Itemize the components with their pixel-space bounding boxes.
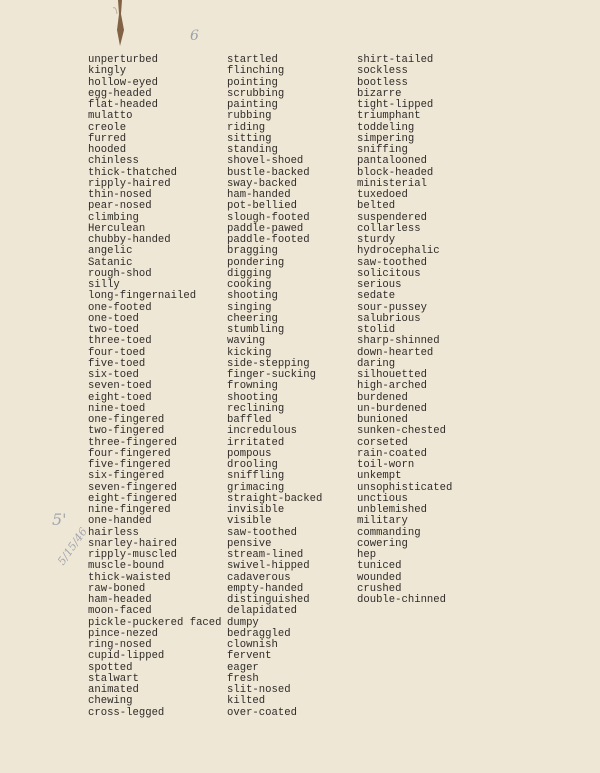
word-entry: sniffing xyxy=(357,144,408,156)
word-entry: cooking xyxy=(227,279,272,291)
word-entry: simpering xyxy=(357,132,415,145)
word-entry: one-toed xyxy=(88,312,139,325)
word-entry: pear-nosed xyxy=(88,200,152,213)
word-entry: wounded xyxy=(357,571,402,584)
word-entry: straight-backed xyxy=(227,492,323,505)
word-entry: stalwart xyxy=(88,672,139,685)
word-entry: kingly xyxy=(88,65,127,78)
word-entry: nine-fingered xyxy=(88,504,171,516)
word-entry: slough-footed xyxy=(227,211,310,224)
word-entry: ripply-haired xyxy=(88,177,171,190)
word-entry: tight-lipped xyxy=(357,99,434,111)
word-entry: eight-toed xyxy=(88,391,152,404)
word-entry: double-chinned xyxy=(357,594,447,606)
word-entry: cadaverous xyxy=(227,571,291,584)
word-entry: cowering xyxy=(357,537,408,550)
word-entry: Satanic xyxy=(88,256,133,269)
word-entry: crushed xyxy=(357,582,402,595)
word-entry: four-fingered xyxy=(88,447,171,460)
word-entry: side-stepping xyxy=(227,357,310,370)
word-entry: block-headed xyxy=(357,166,434,179)
word-entry: burdened xyxy=(357,391,408,404)
word-entry: startled xyxy=(227,54,278,66)
word-entry: standing xyxy=(227,144,278,156)
word-entry: six-fingered xyxy=(88,470,165,483)
word-entry: pickle-puckered faced xyxy=(88,616,222,629)
word-entry: digging xyxy=(227,267,272,280)
word-entry: baffled xyxy=(227,414,272,426)
word-entry: scrubbing xyxy=(227,87,285,100)
word-entry: silhouetted xyxy=(357,369,427,381)
word-entry: sitting xyxy=(227,132,272,145)
word-entry: two-toed xyxy=(88,324,139,336)
word-entry: chinless xyxy=(88,155,139,168)
word-column-1 xyxy=(88,55,222,719)
word-entry: bizarre xyxy=(357,87,402,100)
word-entry: slit-nosed xyxy=(227,684,291,696)
word-entry: sharp-shinned xyxy=(357,335,440,348)
word-entry: pensive xyxy=(227,537,272,550)
word-entry: unblemished xyxy=(357,504,427,516)
word-entry: fervent xyxy=(227,650,272,663)
word-entry: bunioned xyxy=(357,414,408,426)
word-entry: flat-headed xyxy=(88,99,158,111)
word-entry: bustle-backed xyxy=(227,166,310,179)
word-entry: waving xyxy=(227,335,266,348)
word-entry: six-toed xyxy=(88,369,139,381)
word-entry: un-burdened xyxy=(357,402,427,415)
word-entry: ring-nosed xyxy=(88,639,152,651)
word-entry: thin-nosed xyxy=(88,189,152,201)
word-entry: silly xyxy=(88,279,120,291)
word-entry: bedraggled xyxy=(227,627,291,640)
word-entry: thick-thatched xyxy=(88,166,178,179)
word-entry: sturdy xyxy=(357,234,396,246)
word-entry: stumbling xyxy=(227,324,285,336)
word-entry: unsophisticated xyxy=(357,481,453,494)
word-entry: spotted xyxy=(88,661,133,674)
word-entry: shirt-tailed xyxy=(357,54,434,66)
word-entry: drooling xyxy=(227,459,278,471)
word-entry: five-fingered xyxy=(88,459,171,471)
word-entry: hep xyxy=(357,549,377,561)
word-entry: thick-waisted xyxy=(88,571,171,584)
word-entry: dumpy xyxy=(227,616,259,629)
word-entry: pantalooned xyxy=(357,155,427,168)
word-entry: bootless xyxy=(357,76,408,89)
word-entry: animated xyxy=(88,684,139,696)
word-entry: ham-handed xyxy=(227,189,291,201)
word-entry: nine-toed xyxy=(88,402,146,415)
word-entry: tuniced xyxy=(357,560,402,573)
word-entry: stolid xyxy=(357,324,396,336)
word-entry: eager xyxy=(227,661,259,674)
word-entry: delapidated xyxy=(227,605,297,618)
word-entry: sedate xyxy=(357,290,396,303)
word-entry: saw-toothed xyxy=(227,526,297,539)
word-entry: serious xyxy=(357,279,402,291)
word-entry: incredulous xyxy=(227,425,297,438)
word-entry: toddeling xyxy=(357,121,415,134)
word-entry: creole xyxy=(88,121,127,134)
word-entry: ham-headed xyxy=(88,594,152,606)
word-entry: ministerial xyxy=(357,177,427,190)
word-entry: daring xyxy=(357,357,396,370)
word-entry: two-fingered xyxy=(88,425,165,438)
word-entry: climbing xyxy=(88,211,139,224)
word-entry: cupid-lipped xyxy=(88,650,165,663)
word-entry: ripply-muscled xyxy=(88,549,178,561)
word-entry: sour-pussey xyxy=(357,301,427,314)
word-entry: riding xyxy=(227,121,266,134)
word-entry: long-fingernailed xyxy=(88,290,197,303)
word-entry: frowning xyxy=(227,380,278,393)
word-entry: one-fingered xyxy=(88,414,165,426)
word-entry: visible xyxy=(227,515,272,528)
word-entry: stream-lined xyxy=(227,549,304,561)
word-entry: collarless xyxy=(357,222,421,235)
word-entry: pot-bellied xyxy=(227,200,297,213)
word-entry: paddle-footed xyxy=(227,234,310,246)
word-entry: rough-shod xyxy=(88,267,152,280)
word-entry: hydrocephalic xyxy=(357,245,440,258)
word-entry: belted xyxy=(357,200,396,213)
word-entry: unperturbed xyxy=(88,54,158,66)
word-entry: one-handed xyxy=(88,515,152,528)
word-entry: tuxedoed xyxy=(357,189,408,201)
word-entry: pondering xyxy=(227,256,285,269)
word-entry: mulatto xyxy=(88,110,133,123)
word-entry: bragging xyxy=(227,245,278,258)
word-entry: pince-nezed xyxy=(88,627,158,640)
word-entry: eight-fingered xyxy=(88,492,178,505)
word-entry: commanding xyxy=(357,526,421,539)
margin-note-date: 5/15/46 xyxy=(55,525,90,568)
word-entry: kilted xyxy=(227,695,266,708)
word-entry: rubbing xyxy=(227,110,272,123)
word-entry: chubby-handed xyxy=(88,234,171,246)
word-entry: chewing xyxy=(88,695,133,708)
word-entry: rain-coated xyxy=(357,447,427,460)
word-entry: furred xyxy=(88,132,127,145)
page-number: 6 xyxy=(190,28,199,44)
word-entry: hairless xyxy=(88,526,139,539)
word-entry: paddle-pawed xyxy=(227,222,304,235)
word-entry: snarley-haired xyxy=(88,537,178,550)
word-entry: one-footed xyxy=(88,301,152,314)
word-entry: unkempt xyxy=(357,470,402,483)
margin-note: 5' xyxy=(52,510,67,529)
word-entry: distinguished xyxy=(227,594,310,606)
word-entry: shovel-shoed xyxy=(227,155,304,168)
word-entry: painting xyxy=(227,99,278,111)
word-entry: pointing xyxy=(227,76,278,89)
word-entry: fresh xyxy=(227,672,259,685)
word-entry: Herculean xyxy=(88,222,146,235)
word-entry: grimacing xyxy=(227,481,285,494)
word-entry: shooting xyxy=(227,391,278,404)
word-entry: shooting xyxy=(227,290,278,303)
word-entry: salubrious xyxy=(357,312,421,325)
word-entry: suspendered xyxy=(357,211,427,224)
word-entry: hooded xyxy=(88,144,127,156)
word-entry: invisible xyxy=(227,504,285,516)
word-entry: toil-worn xyxy=(357,459,415,471)
word-entry: flinching xyxy=(227,65,285,78)
word-entry: over-coated xyxy=(227,706,297,719)
word-entry: singing xyxy=(227,301,272,314)
word-entry: triumphant xyxy=(357,110,421,123)
word-entry: high-arched xyxy=(357,380,427,393)
word-entry: raw-boned xyxy=(88,582,146,595)
word-entry: four-toed xyxy=(88,346,146,359)
word-entry: finger-sucking xyxy=(227,369,317,381)
word-entry: hollow-eyed xyxy=(88,76,158,89)
word-entry: sway-backed xyxy=(227,177,297,190)
word-entry: irritated xyxy=(227,436,285,449)
word-entry: moon-faced xyxy=(88,605,152,618)
word-entry: sunken-chested xyxy=(357,425,447,438)
word-entry: empty-handed xyxy=(227,582,304,595)
word-entry: unctious xyxy=(357,492,408,505)
word-entry: kicking xyxy=(227,346,272,359)
word-column-3 xyxy=(357,55,452,606)
word-entry: seven-toed xyxy=(88,380,152,393)
word-entry: three-toed xyxy=(88,335,152,348)
word-entry: swivel-hipped xyxy=(227,560,310,573)
paper-tear-mark xyxy=(111,0,129,52)
word-entry: cheering xyxy=(227,312,278,325)
word-column-2 xyxy=(227,55,322,719)
word-entry: sockless xyxy=(357,65,408,78)
word-entry: angelic xyxy=(88,245,133,258)
word-entry: solicitous xyxy=(357,267,421,280)
word-entry: pompous xyxy=(227,447,272,460)
word-entry: military xyxy=(357,515,408,528)
word-entry: five-toed xyxy=(88,357,146,370)
word-entry: cross-legged xyxy=(88,706,165,719)
word-entry: three-fingered xyxy=(88,436,178,449)
word-entry: corseted xyxy=(357,436,408,449)
word-entry: egg-headed xyxy=(88,87,152,100)
word-entry: muscle-bound xyxy=(88,560,165,573)
word-entry: sniffling xyxy=(227,470,285,483)
word-entry: down-hearted xyxy=(357,346,434,359)
word-entry: seven-fingered xyxy=(88,481,178,494)
word-entry: clownish xyxy=(227,639,278,651)
word-entry: saw-toothed xyxy=(357,256,427,269)
word-entry: reclining xyxy=(227,402,285,415)
